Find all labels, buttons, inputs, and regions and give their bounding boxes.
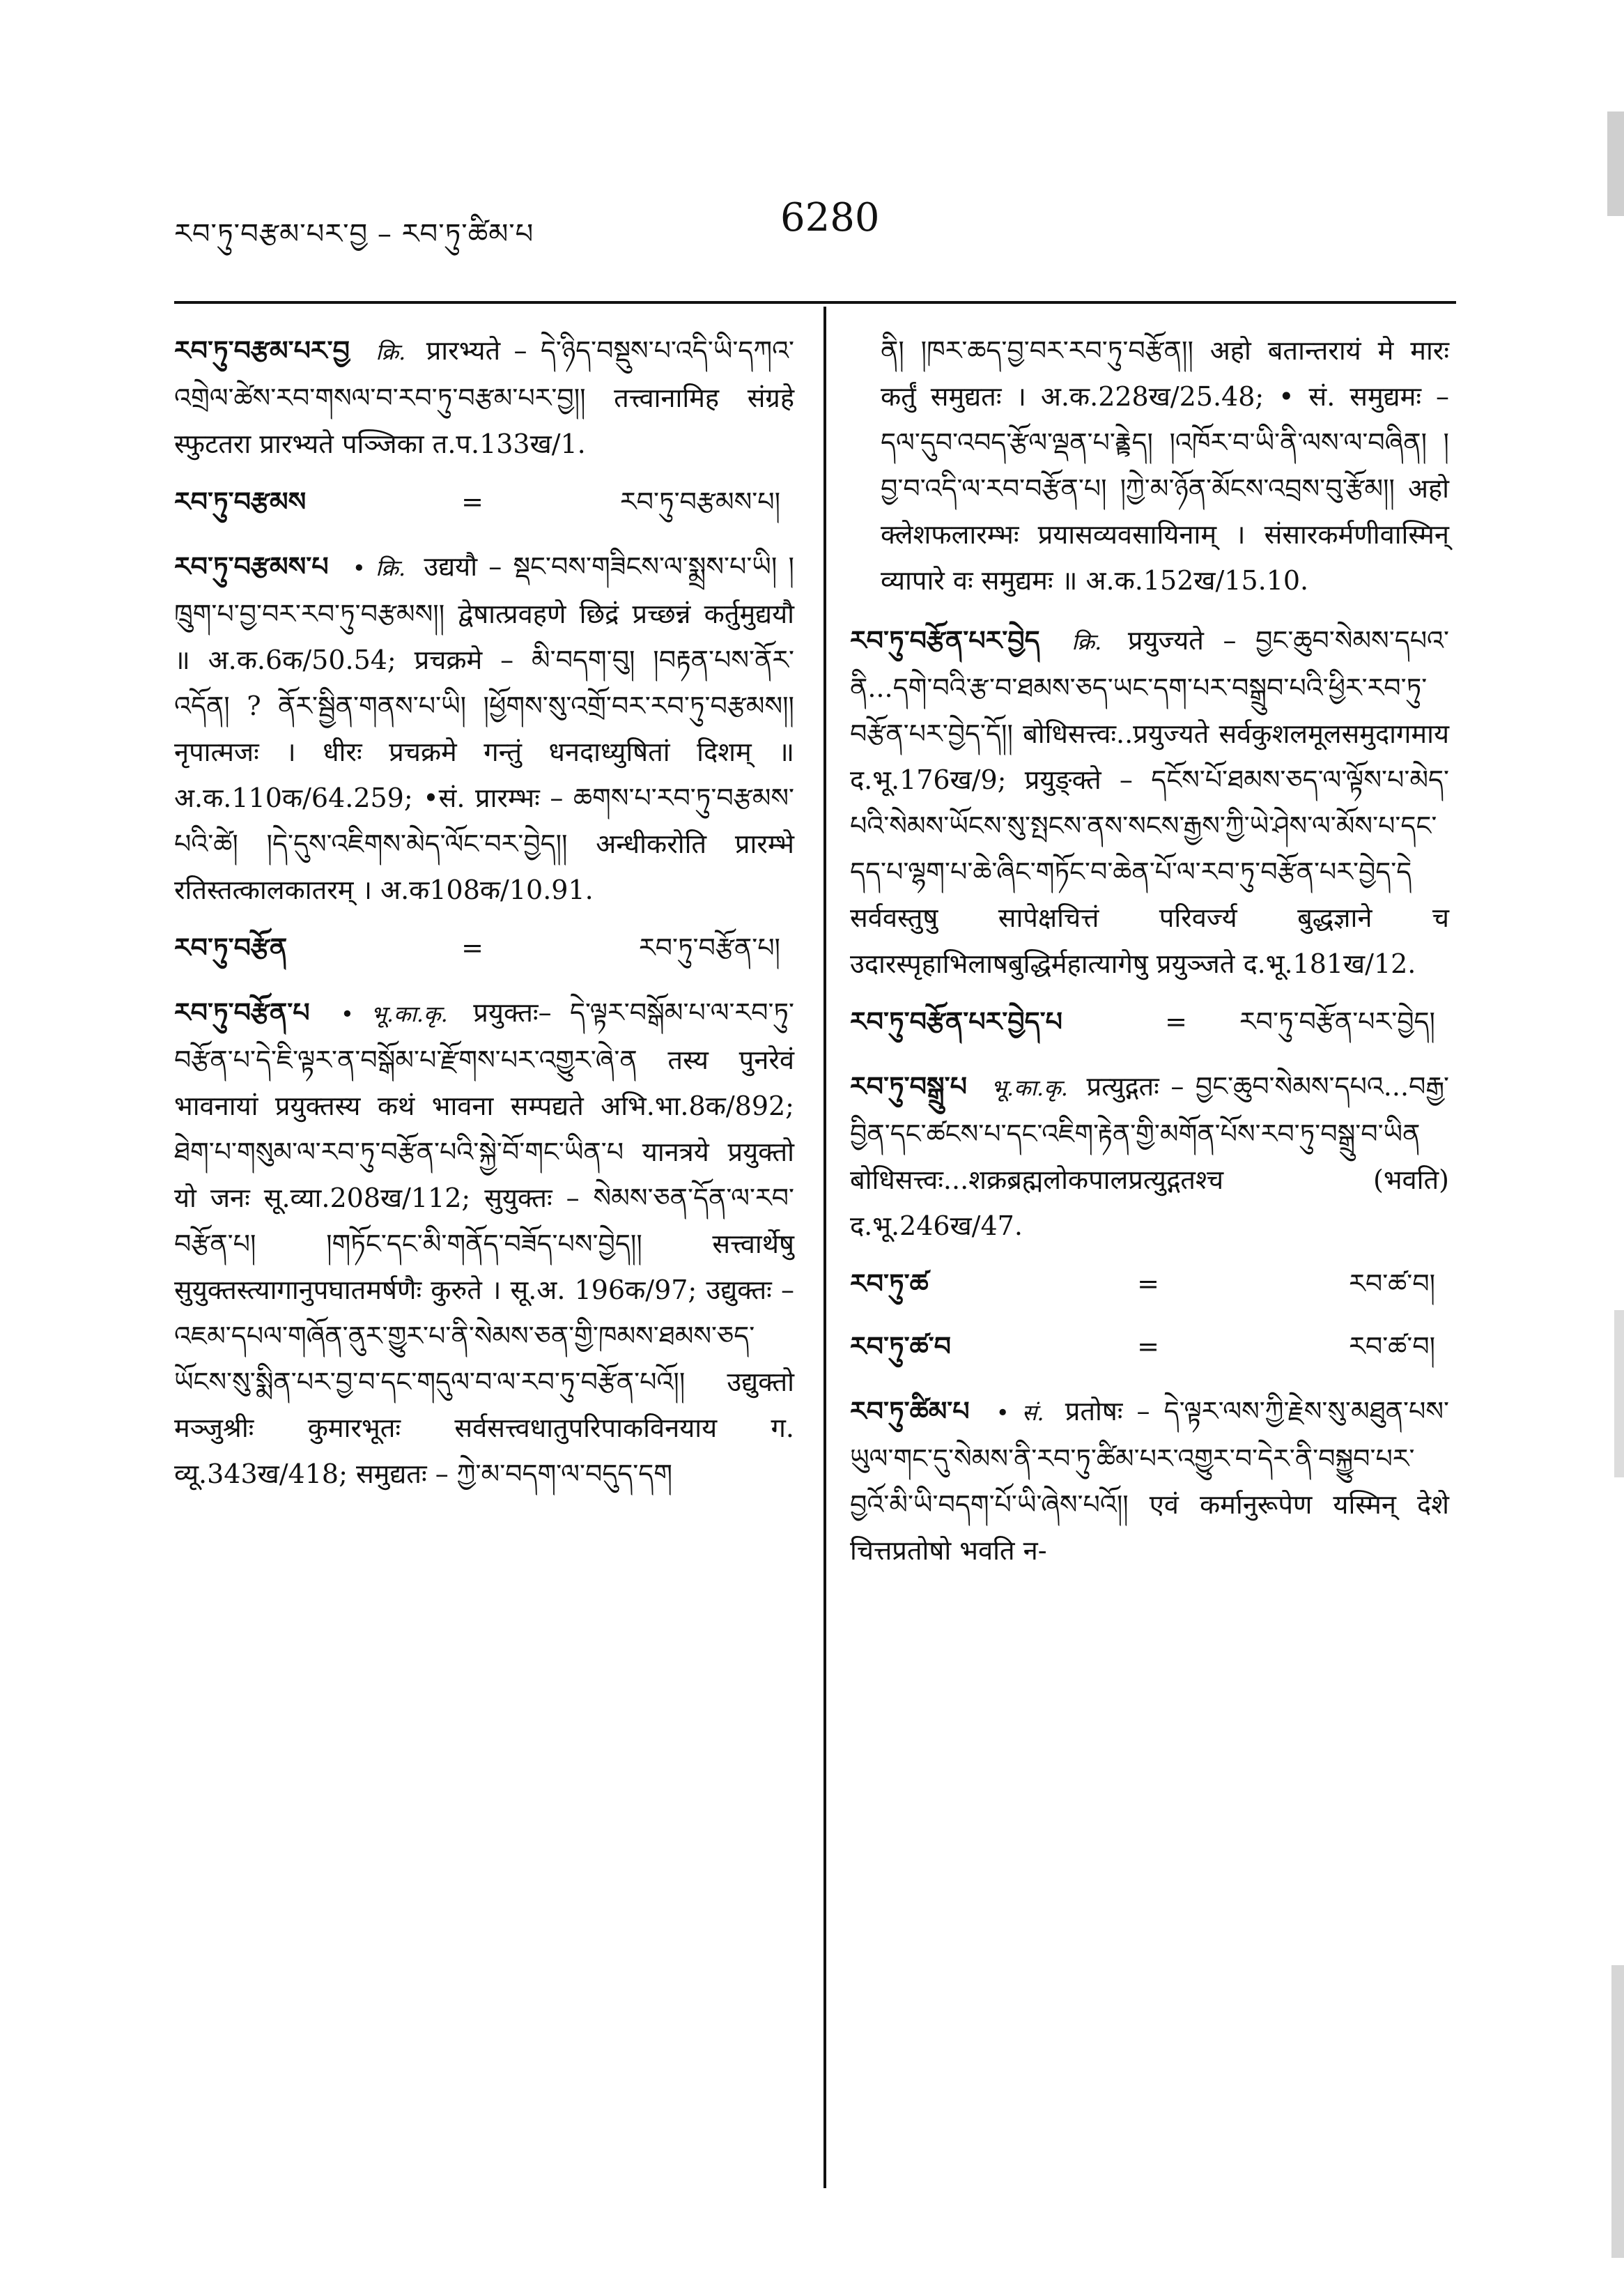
entry-body: प्रत्युद्गतः – བྱང་ཆུབ་སེམས་དཔའ...བརྒྱ་བྱིན་དང་ཚངས་པ་དང་འཇིག་རྟེན་གྱི་མགོན་པོས་རབ་ཏུ་བསྒྲུ་བ་ཡིན बोधिसत्त्वः...शक्रब्रह्मलोकपालप्रत्युद्गतश्च (भवति) द.भू.246ख/47. — [850, 1071, 1449, 1241]
cross-reference — [174, 481, 794, 523]
xref-target: རབ་ཏུ་བརྩམས་པ། — [619, 486, 780, 517]
dictionary-entry — [174, 990, 794, 1497]
cross-reference — [850, 1263, 1449, 1305]
xref-headword: རབ་ཏུ་བརྩོན་པར་བྱེད་པ — [850, 1006, 1062, 1037]
grammar-label: क्रि. — [376, 339, 406, 365]
xref-target: རབ་ཚ་བ། — [1349, 1331, 1435, 1362]
entry-body: प्रारभ्यते – དེ་ཉིད་བསྡུས་པ་འདི་ཡི་དཀའ་འགྲེལ་ཚེས་རབ་གསལ་བ་རབ་ཏུ་བརྩམ་པར་བྱ།། तत्त्वानामिह संग्रहे स्फुटतरा प्रारभ्यते पञ्जिका त.प.133ख/1. — [174, 335, 794, 459]
dictionary-entry — [174, 328, 794, 467]
entry-body: ནི། །ཁར་ཆད་བྱ་བར་རབ་ཏུ་བརྩོན།། अहो बतान्तरायं मे मारः कर्तुं समुद्यतः । अ.क.228ख/25.48; • सं. समुद्यमः – དལ་དུབ་འབད་རྩོལ་ལྡན་པ་རྣྟེད། །འཁོར་བ་ཡི་ནི་ལས་ལ་བཞིན། །བྱ་བ་འདི་ལ་རབ་བརྩོན་པ། །ཀྱེ་མ་ཉོན་མོངས་འབྲས་བུ་རྩོམ།། अहो क्लेशफलारम्भः प्रयासव्यवसायिनाम् । संसारकर्मणीवास्मिन् व्यापारे वः समुद्यमः ॥ अ.क.152ख/15.10. — [881, 335, 1449, 596]
dictionary-entry — [850, 1063, 1449, 1249]
entry-headword: རབ་ཏུ་བརྩོན་པ — [174, 997, 310, 1028]
scan-mark-top — [1607, 111, 1624, 216]
page-number: 6280 — [780, 195, 880, 240]
entry-body: प्रयुज्यते – བྱང་ཆུབ་སེམས་དཔའ་ནི...དགེ་བའི་རྩ་བ་ཐམས་ཅད་ཡང་དག་པར་བསྒྲུབ་པའི་ཕྱིར་རབ་ཏུ་བརྩོན་པར་བྱེད་དོ།། बोधिसत्त्वः..प्रयुज्यते सर्वकुशलमूलसमुदागमाय द.भू.176ख/9; प्रयुङ्क्ते – དངོས་པོ་ཐམས་ཅད་ལ་ལྟོས་པ་མེད་པའི་སེམས་ཡོངས་སུ་སྤངས་ནས་སངས་རྒྱས་ཀྱི་ཡེ་ཤེས་ལ་མོས་པ་དང་དད་པ་ལྷག་པ་ཆེ་ཞིང་གཏོང་བ་ཆེན་པོ་ལ་རབ་ཏུ་བརྩོན་པར་བྱེད་དེ सर्ववस्तुषु सापेक्षचित्तं परिवर्ज्य बुद्धज्ञाने च उदारस्पृहाभिलाषबुद्धिर्महात्यागेषु प्रयुञ्जते द.भू.181ख/12. — [850, 625, 1449, 979]
entry-headword: རབ་ཏུ་བསྒྲུ་པ — [850, 1070, 967, 1102]
xref-headword: རབ་ཏུ་ཚ་བ — [850, 1330, 951, 1362]
dictionary-entry — [850, 1388, 1449, 1574]
column-divider — [823, 307, 826, 2188]
cross-reference — [174, 927, 794, 969]
grammar-label: • सं. — [996, 1399, 1044, 1426]
equals-sign: = — [1137, 1331, 1159, 1362]
entry-headword: རབ་ཏུ་བརྩོན་པར་བྱེད — [850, 624, 1040, 656]
entry-continuation — [850, 328, 1449, 603]
dictionary-entry — [174, 544, 794, 913]
entry-body: प्रयुक्तः– དེ་ལྟར་བསྒོམ་པ་ལ་རབ་ཏུ་བརྩོན་པ་དེ་ཇི་ལྟར་ན་བསྒོམ་པ་རྫོགས་པར་འགྱུར་ཞེ་ན तस्य पुनरेवं भावनायां प्रयुक्तस्य कथं भावना सम्पद्यते अभि.भा.8क/892; ཐེག་པ་གསུམ་ལ་རབ་ཏུ་བརྩོན་པའི་སྐྱེ་བོ་གང་ཡིན་པ यानत्रये प्रयुक्तो यो जनः सू.व्या.208ख/112; सुयुक्तः – སེམས་ཅན་དོན་ལ་རབ་བརྩོན་པ། །གཏོང་དང་མི་གནོད་བཟོད་པས་བྱེད།། सत्त्वार्थेषु सुयुक्तस्त्यागानुपघातमर्षणैः कुरुते । सू.अ. 196क/97; उद्युक्तः – འཇམ་དཔལ་གཞོན་ནུར་གྱུར་པ་ནི་སེམས་ཅན་གྱི་ཁམས་ཐམས་ཅད་ཡོངས་སུ་སྨིན་པར་བྱ་བ་དང་གདུལ་བ་ལ་རབ་ཏུ་བརྩོན་པའོ།། उद्युक्तो मञ्जुश्रीः कुमारभूतः सर्वसत्त्वधातुपरिपाकविनयाय ग. व्यू.343ख/418; समुद्यतः – ཀྱེ་མ་བདག་ལ་བདུད་དག — [174, 997, 795, 1489]
page-header — [174, 188, 1463, 251]
header-rule — [174, 301, 1456, 304]
dictionary-entry — [850, 617, 1449, 987]
xref-target: རབ་ཏུ་བརྩོན་པ། — [638, 932, 780, 963]
right-column — [850, 328, 1449, 1587]
grammar-label: • भू.का.कृ. — [341, 1001, 448, 1027]
entry-body: उद्ययौ – སྡང་བས་གཟིངས་ལ་སྨྲས་པ་ཡི། །ཁྲུག་པ་བྱ་བར་རབ་ཏུ་བརྩམས།། द्वेषात्प्रवहणे छिद्रं प्रच्छन्नं कर्तुमुद्ययौ ॥ अ.क.6क/50.54; प्रचक्रमे – མི་བདག་བུ། །བརྟན་པས་ནོར་འདོན། ? ནོར་སྦྱིན་གནས་པ་ཡི། །ཕྱོགས་སུ་འགྲོ་བར་རབ་ཏུ་བརྩམས།། नृपात्मजः । धीरः प्रचक्रमे गन्तुं धनदाध्युषितां दिशम् ॥ अ.क.110क/64.259; •सं. प्रारम्भः – ཆགས་པ་རབ་ཏུ་བརྩམས་པའི་ཚེ། །དེ་དུས་འཇིགས་མེད་ལོང་བར་བྱེད།། अन्धीकरोति प्रारम्भे रतिस्तत्कालकातरम् । अ.क108क/10.91. — [174, 551, 794, 905]
xref-headword: རབ་ཏུ་ཚ — [850, 1268, 929, 1299]
cross-reference — [850, 1325, 1449, 1367]
entry-headword: རབ་ཏུ་བརྩམ་པར་བྱ — [174, 334, 350, 366]
scan-mark-middle — [1614, 1310, 1624, 1477]
xref-target: རབ་ཚ་བ། — [1349, 1268, 1435, 1299]
cross-reference — [850, 1001, 1449, 1043]
running-head: རབ་ཏུ་བརྩམ་པར་བྱ – རབ་ཏུ་ཚིམ་པ — [174, 218, 534, 250]
grammar-label: • क्रि. — [352, 555, 406, 581]
equals-sign: = — [461, 486, 484, 517]
equals-sign: = — [1165, 1006, 1187, 1037]
xref-target: རབ་ཏུ་བརྩོན་པར་བྱེད། — [1239, 1006, 1435, 1037]
scan-mark-bottom — [1611, 1965, 1624, 2258]
xref-headword: རབ་ཏུ་བརྩོན — [174, 932, 288, 963]
entry-headword: རབ་ཏུ་བརྩམས་པ — [174, 551, 329, 582]
left-column — [174, 328, 794, 1511]
entry-headword: རབ་ཏུ་ཚིམ་པ — [850, 1395, 970, 1426]
entry-body: प्रतोषः – དེ་ལྟར་ལས་ཀྱི་རྗེས་སུ་མཐུན་པས་ཡུལ་གང་དུ་སེམས་ནི་རབ་ཏུ་ཚིམ་པར་འགྱུར་བ་དེར་ནི་བསྐྱུབ་པར་བྱའོ་མི་ཡི་བདག་པོ་ཡི་ཞེས་པའོ།། एवं कर्मानुरूपेण यस्मिन् देशे चित्तप्रतोषो भवति न- — [850, 1396, 1449, 1566]
grammar-label: भू.का.कृ. — [991, 1075, 1068, 1101]
equals-sign: = — [461, 932, 484, 963]
grammar-label: क्रि. — [1072, 629, 1102, 655]
xref-headword: རབ་ཏུ་བརྩམས — [174, 486, 307, 517]
equals-sign: = — [1137, 1268, 1159, 1299]
